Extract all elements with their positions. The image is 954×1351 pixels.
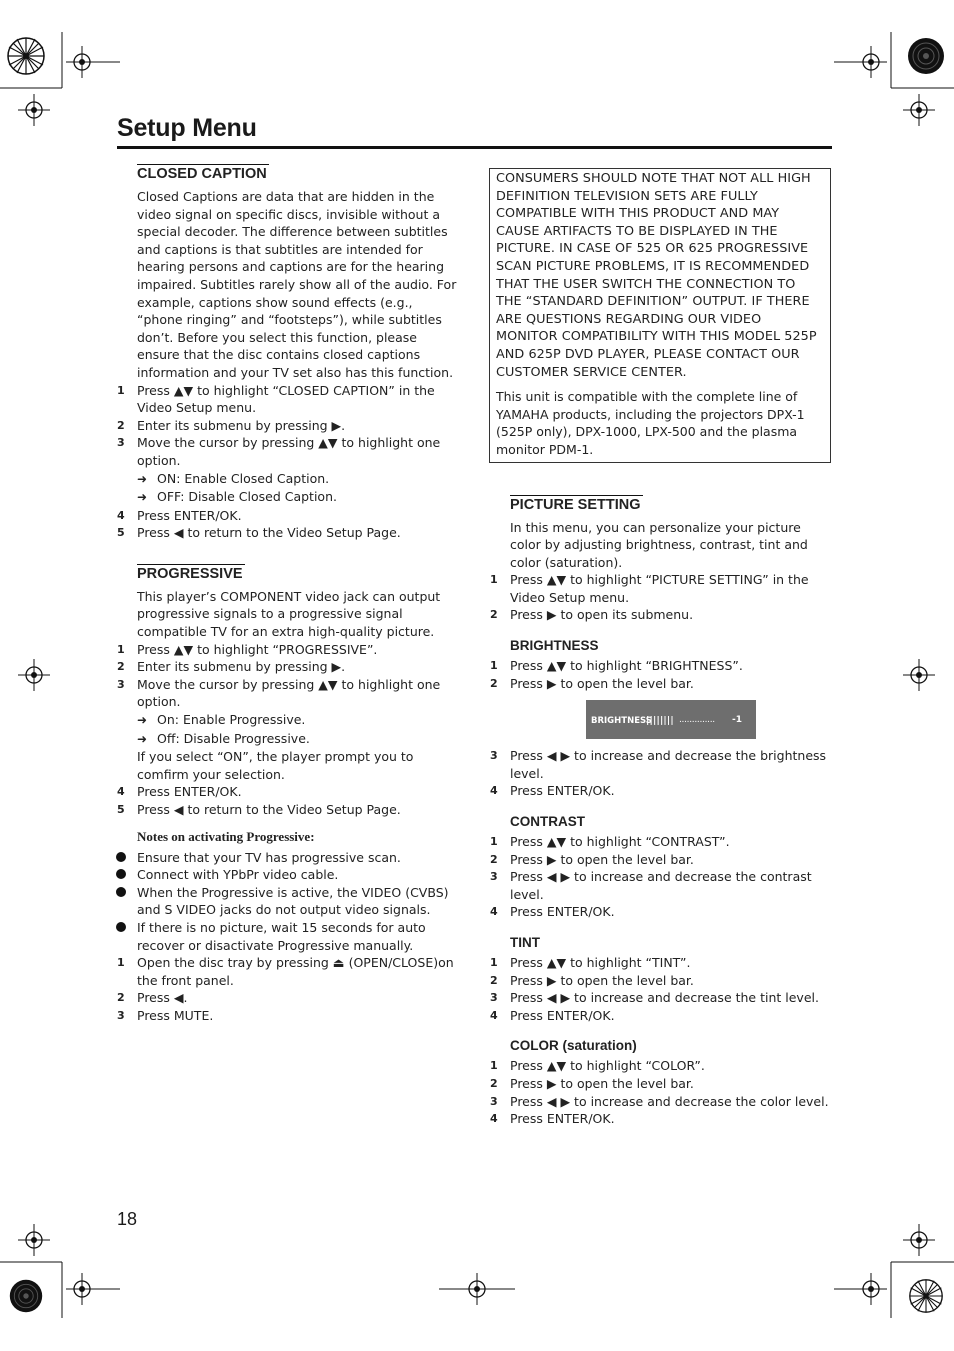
option-item: ➜ ON: Enable Closed Caption. <box>116 470 461 489</box>
list-item: 3 Move the cursor by pressing ▲▼ to highlight one option. <box>117 435 441 468</box>
page-title: Setup Menu <box>117 114 257 142</box>
list-item: 3 Move the cursor by pressing ▲▼ to highlight one option. <box>117 676 441 710</box>
list-item: 2 Press ▶ to open the level bar. <box>490 1075 694 1091</box>
list-item: 4 Press ENTER/OK. <box>490 783 615 799</box>
list-item: 3 Press ◀ ▶ to increase and decrease the brightness level. <box>490 748 827 781</box>
arrow-right-icon: ➜ <box>137 471 148 486</box>
list-item: 1 Press ▲▼ to highlight “TINT”. <box>490 955 691 970</box>
page-number: 18 <box>117 1209 138 1229</box>
picture-setting-section <box>489 495 831 1128</box>
list-item: 2 Enter its submenu by pressing ▶. <box>117 417 346 433</box>
list-item: Ensure that your TV has progressive scan. <box>116 849 461 867</box>
option-item: ➜ On: Enable Progressive. <box>116 711 461 730</box>
tint-heading: TINT <box>510 935 540 950</box>
list-item: 3 Press MUTE. <box>117 1007 214 1023</box>
closed-caption-intro: Closed Captions are data that are hidden in the video signal on specific discs, invisible without a special decoder. The difference between subtitles and captions is that subtitles are intended for hearing persons and captions are for the hearing impaired. Subtitles rarely show all of the audio. For example, captions show sound effects (e.g., “phone ringing” and “footsteps”), while subtitles don’t. Before you select this function, please ensure that the disc contains closed captions information and your TV set also has this function. <box>137 189 457 380</box>
arrow-right-icon: ➜ <box>137 731 148 746</box>
list-item: 2 Enter its submenu by pressing ▶. <box>117 659 346 675</box>
notes-bullets <box>116 849 461 955</box>
title-rule <box>117 146 832 149</box>
closed-caption-section <box>116 164 461 542</box>
option-item: ➜ Off: Disable Progressive. <box>116 730 461 749</box>
progressive-confirm-note: If you select “ON”, the player prompt you to comfirm your selection. <box>137 749 414 782</box>
list-item: 1 Press ▲▼ to highlight “BRIGHTNESS”. <box>490 658 743 674</box>
compatibility-notice-box <box>489 168 831 463</box>
list-item: 1 Press ▲▼ to highlight “CONTRAST”. <box>490 834 730 850</box>
picture-setting-intro: In this menu, you can personalize your picture color by adjusting brightness, contrast, tint and color (saturation). <box>510 519 808 570</box>
brightness-level-bar <box>586 700 756 739</box>
bar-label: BRIGHTNESS <box>591 716 652 727</box>
bullet-icon <box>116 922 126 932</box>
list-item: 2 Press ◀. <box>117 990 188 1006</box>
bar-dots: .............. <box>679 715 715 726</box>
list-item: 1 Open the disc tray by pressing ⏏ (OPEN/CLOSE)on the front panel. <box>117 955 454 988</box>
list-item: 5 Press ◀ to return to the Video Setup Page. <box>117 525 401 541</box>
bullet-icon <box>116 852 126 862</box>
list-item: 3 Press ◀ ▶ to increase and decrease the contrast level. <box>490 869 812 902</box>
notice-caps-text: CONSUMERS SHOULD NOTE THAT NOT ALL HIGH DEFINITION TELEVISION SETS ARE FULLY COMPATIBLE WITH THIS PRODUCT AND MAY CAUSE ARTIFACTS TO BE DISPLAYED IN THE PICTURE. IN CASE OF 525 OR 625 PROGRESSIVE SCAN PICTURE PROBLEMS, IT IS RECOMMENDED THAT THE USER SWITCH THE CONNECTION TO THE “STANDARD DEFINITION” OUTPUT. IF THERE ARE QUESTIONS REGARDING OUR VIDEO MONITOR COMPATIBILITY WITH THIS MODEL 525P AND 625P DVD PLAYER, PLEASE CONTACT OUR CUSTOMER SERVICE CENTER. <box>496 171 817 380</box>
list-item: 4 Press ENTER/OK. <box>117 507 242 523</box>
list-item: 4 Press ENTER/OK. <box>117 784 242 800</box>
arrow-right-icon: ➜ <box>137 490 148 505</box>
list-item: 3 Press ◀ ▶ to increase and decrease the tint level. <box>490 990 819 1006</box>
list-item: 1 Press ▲▼ to highlight “COLOR”. <box>490 1058 705 1074</box>
picture-setting-heading: PICTURE SETTING <box>510 495 643 516</box>
color-heading: COLOR (saturation) <box>510 1038 637 1054</box>
closed-caption-heading: CLOSED CAPTION <box>137 164 269 185</box>
option-item: ➜ OFF: Disable Closed Caption. <box>116 488 461 507</box>
list-item: 2 Press ▶ to open the level bar. <box>490 972 694 988</box>
list-item: 2 Press ▶ to open the level bar. <box>490 851 694 867</box>
list-item: 1 Press ▲▼ to highlight “CLOSED CAPTION” in the Video Setup menu. <box>117 382 435 416</box>
progressive-section <box>116 564 461 1025</box>
notice-compat-text: This unit is compatible with the complete line of YAMAHA products, including the projectors DPX-1 (525P only), DPX-1000, LPX-500 and the plasma monitor PDM-1. <box>496 389 805 457</box>
progressive-heading: PROGRESSIVE <box>137 564 245 585</box>
list-item: 1 Press ▲▼ to highlight “PICTURE SETTING” in the Video Setup menu. <box>490 572 809 605</box>
arrow-right-icon: ➜ <box>137 713 148 728</box>
brightness-heading: BRIGHTNESS <box>510 638 599 654</box>
closed-caption-steps <box>116 382 461 470</box>
left-column <box>116 164 461 1025</box>
list-item: 4 Press ENTER/OK. <box>490 1111 615 1127</box>
bar-ticks: |||||||| <box>646 716 674 727</box>
bullet-icon <box>116 887 126 897</box>
contrast-heading: CONTRAST <box>510 814 585 830</box>
list-item: When the Progressive is active, the VIDEO (CVBS) and S VIDEO jacks do not output video signals. <box>116 884 461 919</box>
notes-heading: Notes on activating Progressive: <box>137 828 315 844</box>
list-item: 2 Press ▶ to open the level bar. <box>490 675 694 691</box>
bar-value: -1 <box>732 715 742 726</box>
list-item: 2 Press ▶ to open its submenu. <box>490 607 694 623</box>
list-item: 1 Press ▲▼ to highlight “PROGRESSIVE”. <box>117 641 378 657</box>
list-item: If there is no picture, wait 15 seconds for auto recover or disactivate Progressive manually. <box>116 919 461 954</box>
bullet-icon <box>116 869 126 879</box>
list-item: 4 Press ENTER/OK. <box>490 1007 615 1023</box>
list-item: 5 Press ◀ to return to the Video Setup Page. <box>117 802 401 817</box>
list-item: 3 Press ◀ ▶ to increase and decrease the color level. <box>490 1093 829 1109</box>
list-item: Connect with YPbPr video cable. <box>116 866 461 884</box>
right-column <box>489 168 831 1128</box>
progressive-intro: This player’s COMPONENT video jack can output progressive signals to a progressive signal compatible TV for an extra high-quality picture. <box>137 588 441 640</box>
list-item: 4 Press ENTER/OK. <box>490 904 615 920</box>
